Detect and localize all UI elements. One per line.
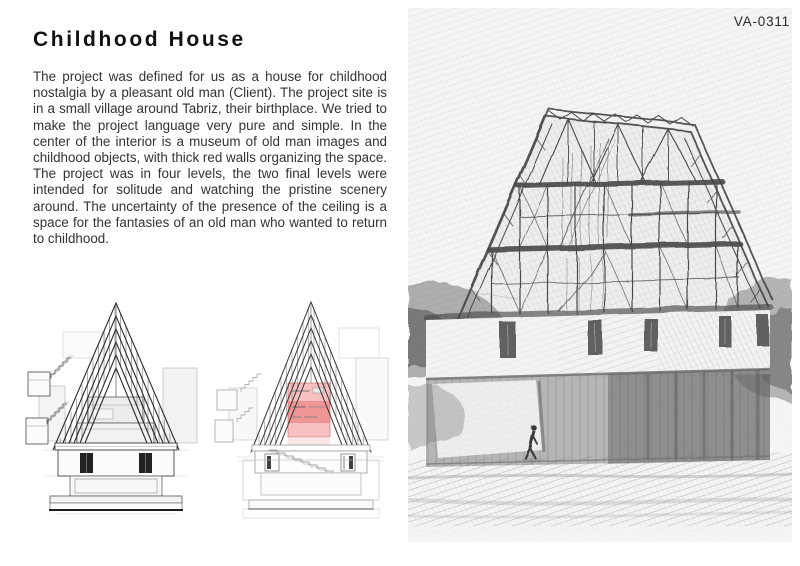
base-volume xyxy=(237,445,383,518)
project-description: The project was defined for us as a house for childhood nostalgia by a pleasant old man (Client). The project site is in a small village around Tabriz, their birthplace. We tried to make the project language very pure and simple. In the center of the interior is a museum of old man images and childhood objects, with thick red walls organizing the space. The project was in four levels, the two final levels were intended for solitude and watching the pristine scenery around. The uncertainty of the presence of the ceiling is a space for the fantasies of an old man who wanted to return to childhood. xyxy=(33,69,387,247)
paper-grain-overlay xyxy=(408,8,792,542)
project-code: VA-0311 xyxy=(733,14,790,29)
section-diagram-red-core xyxy=(213,300,403,525)
section-diagram-structure xyxy=(25,302,207,517)
main-render-sketch xyxy=(408,8,792,542)
base-volume xyxy=(45,443,187,514)
page-title: Childhood House xyxy=(33,28,246,51)
